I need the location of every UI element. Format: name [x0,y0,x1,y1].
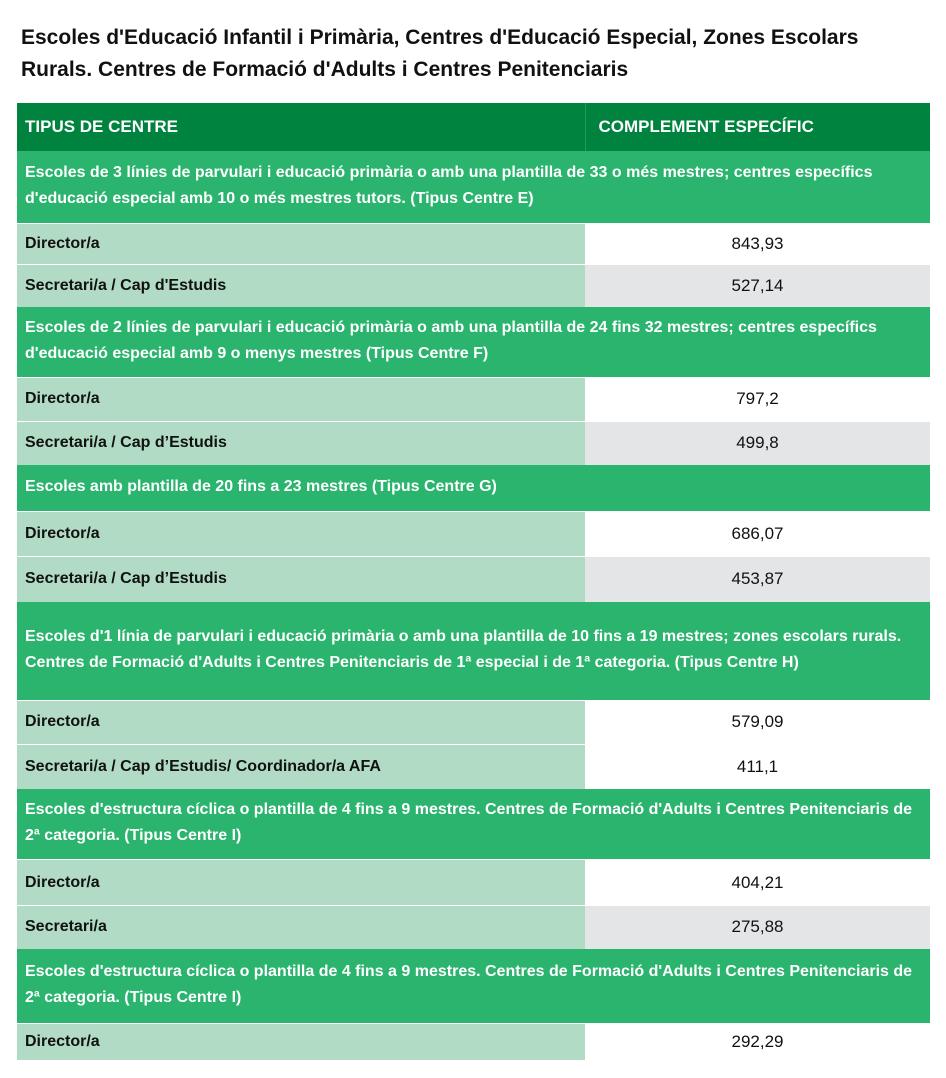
role-label: Secretari/a / Cap d’Estudis [17,557,585,602]
group-description: Escoles d'estructura cíclica o plantilla de 4 fins a 9 mestres. Centres de Formació d'Adults i Centres Penitenciaris de 2ª categoria. (Tipus Centre I) [17,789,930,860]
table-row [17,377,930,421]
complement-value: 453,87 [585,557,930,602]
role-label: Director/a [17,224,585,265]
group-row [17,151,930,224]
group-row [17,949,930,1024]
page-title: Escoles d'Educació Infantil i Primària, Centres d'Educació Especial, Zones Escolars Rurals. Centres de Formació d'Adults i Centres Penitenciaris [21,26,859,81]
complement-value: 499,8 [585,421,930,465]
group-row [17,789,930,860]
group-description: Escoles de 2 línies de parvulari i educació primària o amb una plantilla de 24 fins 32 mestres; centres específics d'educació especial amb 9 o menys mestres (Tipus Centre F) [17,307,930,378]
role-label: Secretari/a [17,906,585,949]
salary-table [17,103,930,1060]
table-row [17,265,930,307]
table-row [17,557,930,602]
complement-value: 843,93 [585,224,930,265]
group-row [17,602,930,701]
role-label: Director/a [17,512,585,557]
role-label: Director/a [17,1023,585,1060]
table-row [17,512,930,557]
role-label: Director/a [17,860,585,906]
table-row [17,906,930,949]
header-tipus-centre: TIPUS DE CENTRE [17,103,585,151]
role-label: Secretari/a / Cap d'Estudis [17,265,585,307]
group-description: Escoles d'1 línia de parvulari i educació primària o amb una plantilla de 10 fins a 19 mestres; zones escolars rurals. Centres de Formació d'Adults i Centres Penitenciaris de 1ª especial i de 1ª categoria. (Tipus Centre H) [17,602,930,701]
complement-value: 275,88 [585,906,930,949]
table-header-row [17,103,930,151]
complement-value: 797,2 [585,377,930,421]
complement-value: 411,1 [585,744,930,789]
group-row [17,307,930,378]
complement-value: 292,29 [585,1023,930,1060]
role-label: Secretari/a / Cap d’Estudis [17,421,585,465]
table-row [17,224,930,265]
complement-value: 686,07 [585,512,930,557]
complement-value: 527,14 [585,265,930,307]
role-label: Director/a [17,377,585,421]
role-label: Secretari/a / Cap d’Estudis/ Coordinador/a AFA [17,744,585,789]
group-description: Escoles d'estructura cíclica o plantilla de 4 fins a 9 mestres. Centres de Formació d'Adults i Centres Penitenciaris de 2ª categoria. (Tipus Centre I) [17,949,930,1024]
table-row [17,860,930,906]
table-row [17,421,930,465]
table-row [17,700,930,744]
group-description: Escoles de 3 línies de parvulari i educació primària o amb una plantilla de 33 o més mestres; centres específics d'educació especial amb 10 o més mestres tutors. (Tipus Centre E) [17,151,930,224]
complement-value: 404,21 [585,860,930,906]
group-description: Escoles amb plantilla de 20 fins a 23 mestres (Tipus Centre G) [17,465,930,512]
header-complement-especific: COMPLEMENT ESPECÍFIC [585,103,930,151]
group-row [17,465,930,512]
complement-value: 579,09 [585,700,930,744]
table-row [17,1023,930,1060]
role-label: Director/a [17,700,585,744]
table-row [17,744,930,789]
